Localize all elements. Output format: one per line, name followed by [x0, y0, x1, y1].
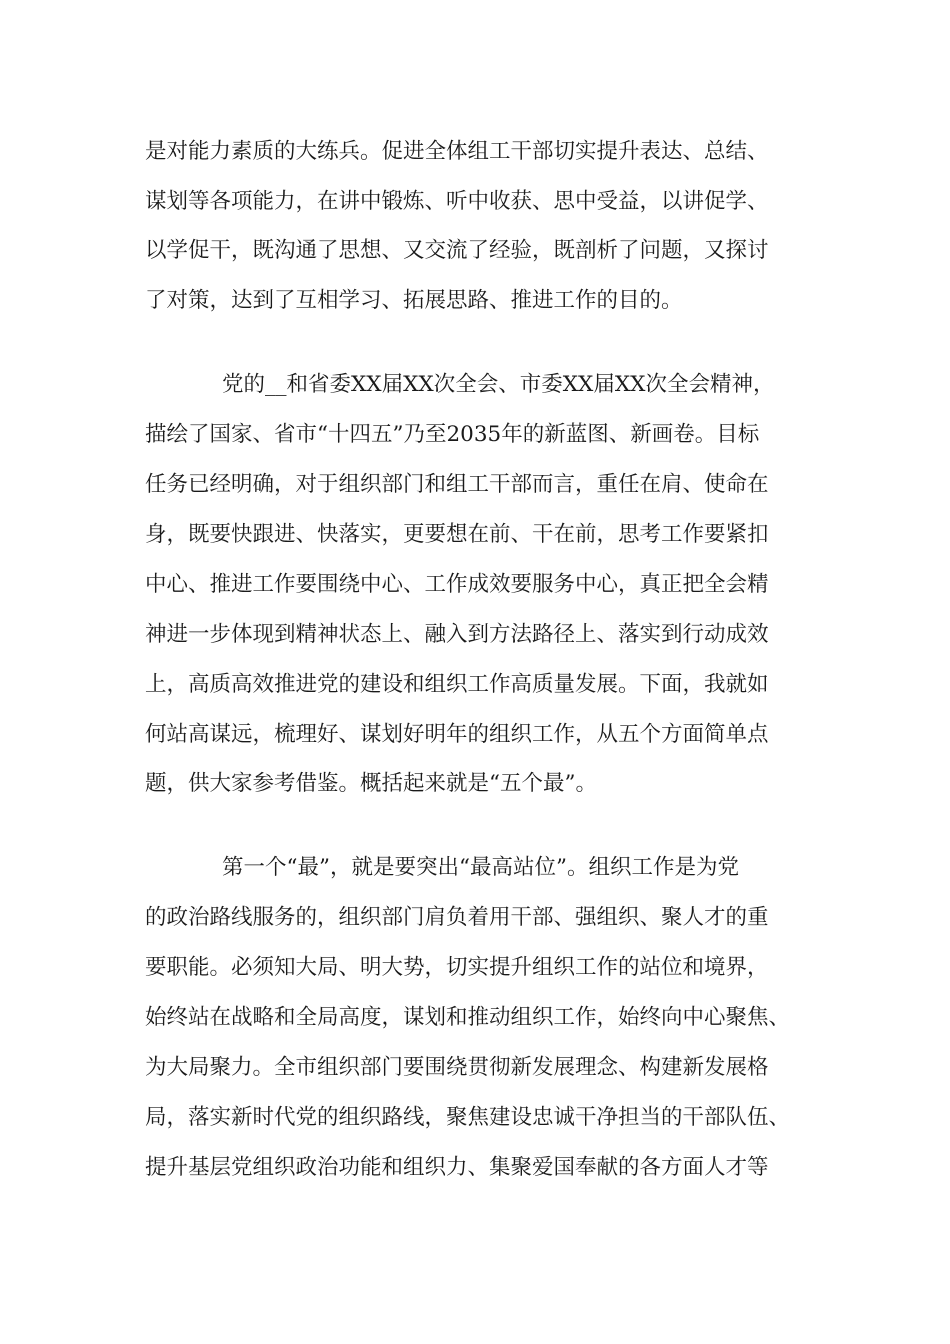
text-line: 谋划等各项能力，在讲中锻炼、听中收获、思中受益，以讲促学、	[145, 189, 769, 214]
text-line: 是对能力素质的大练兵。促进全体组工干部切实提升表达、总结、	[145, 139, 769, 164]
text-line: 了对策，达到了互相学习、拓展思路、推进工作的目的。	[145, 288, 683, 313]
text-line: 上，高质高效推进党的建设和组织工作高质量发展。下面，我就如	[145, 672, 769, 697]
text-line: 任务已经明确，对于组织部门和组工干部而言，重任在肩、使命在	[145, 472, 769, 497]
text-line: 要职能。必须知大局、明大势，切实提升组织工作的站位和境界，	[145, 955, 769, 980]
text-line: 何站高谋远，梳理好、谋划好明年的组织工作，从五个方面简单点	[145, 722, 769, 747]
text-line: 的政治路线服务的，组织部门肩负着用干部、强组织、聚人才的重	[145, 905, 769, 930]
text-line: 题，供大家参考借鉴。概括起来就是“五个最”。	[145, 771, 597, 796]
text-line: 始终站在战略和全局高度，谋划和推动组织工作，始终向中心聚焦、	[145, 1005, 791, 1030]
text-line: 身，既要快跟进、快落实，更要想在前、干在前，思考工作要紧扣	[145, 522, 769, 547]
text-line: 以学促干，既沟通了思想、又交流了经验，既剖析了问题，又探讨	[145, 238, 769, 263]
text-line: 党的__和省委XX届XX次全会、市委XX届XX次全会精神，	[222, 372, 775, 397]
text-line: 第一个“最”，就是要突出“最高站位”。组织工作是为党	[222, 855, 739, 880]
text-line: 为大局聚力。全市组织部门要围绕贯彻新发展理念、构建新发展格	[145, 1055, 769, 1080]
text-line: 神进一步体现到精神状态上、融入到方法路径上、落实到行动成效	[145, 622, 769, 647]
text-line: 局，落实新时代党的组织路线，聚焦建设忠诚干净担当的干部队伍、	[145, 1105, 791, 1130]
text-line: 提升基层党组织政治功能和组织力、集聚爱国奉献的各方面人才等	[145, 1155, 769, 1180]
text-line: 描绘了国家、省市“十四五”乃至2035年的新蓝图、新画卷。目标	[145, 422, 760, 447]
text-line: 中心、推进工作要围绕中心、工作成效要服务中心，真正把全会精	[145, 572, 769, 597]
